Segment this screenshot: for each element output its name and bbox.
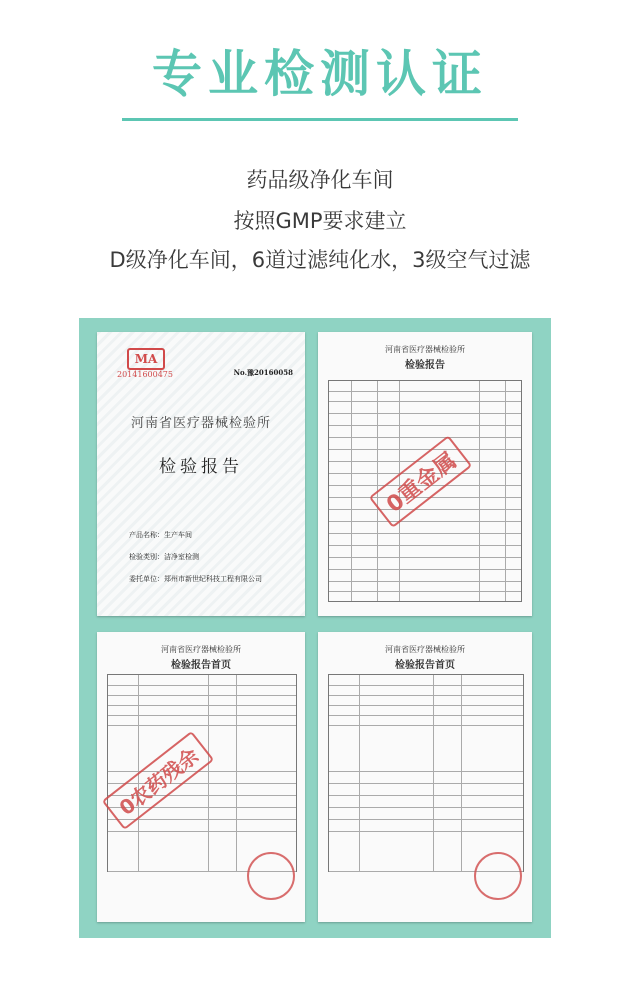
report-heading: 检验报告首页 <box>395 660 455 671</box>
report-cover <box>97 332 305 616</box>
report-number: No.豫20160058 <box>233 368 293 377</box>
inspection-seal <box>474 852 522 900</box>
report-heading: 检验报告首页 <box>171 660 231 671</box>
report-page-pesticide <box>97 632 305 922</box>
cover-field-client: 委托单位：郑州市新世纪科技工程有限公司 <box>129 575 262 583</box>
ma-logo: MA <box>127 348 165 370</box>
red-stamp: 0农药残余 <box>102 731 215 830</box>
report-heading: 检验报告 <box>405 360 445 371</box>
subtitle-line-3: D级净化车间，6道过滤纯化水，3级空气过滤 <box>109 248 531 272</box>
cover-field-product: 产品名称：生产车间 <box>129 531 192 539</box>
report-org: 河南省医疗器械检验所 <box>385 645 465 654</box>
report-page-summary <box>318 632 532 922</box>
report-title: 检验报告 <box>159 457 243 477</box>
inspection-seal <box>247 852 295 900</box>
report-org: 河南省医疗器械检验所 <box>385 345 465 354</box>
issuing-organization: 河南省医疗器械检验所 <box>130 416 271 431</box>
report-table <box>328 674 524 872</box>
subtitle-line-1: 药品级净化车间 <box>246 168 394 192</box>
subtitle-line-2: 按照GMP要求建立 <box>233 209 407 233</box>
report-page-heavy-metal <box>318 332 532 616</box>
page-title: 专业检测认证 <box>152 45 488 103</box>
report-org: 河南省医疗器械检验所 <box>161 645 241 654</box>
ma-cert-number: 20141600475 <box>117 370 173 379</box>
title-underline <box>122 118 518 121</box>
cover-field-category: 检验类别：洁净室检测 <box>129 553 199 561</box>
red-stamp: 0重金属 <box>369 435 473 528</box>
